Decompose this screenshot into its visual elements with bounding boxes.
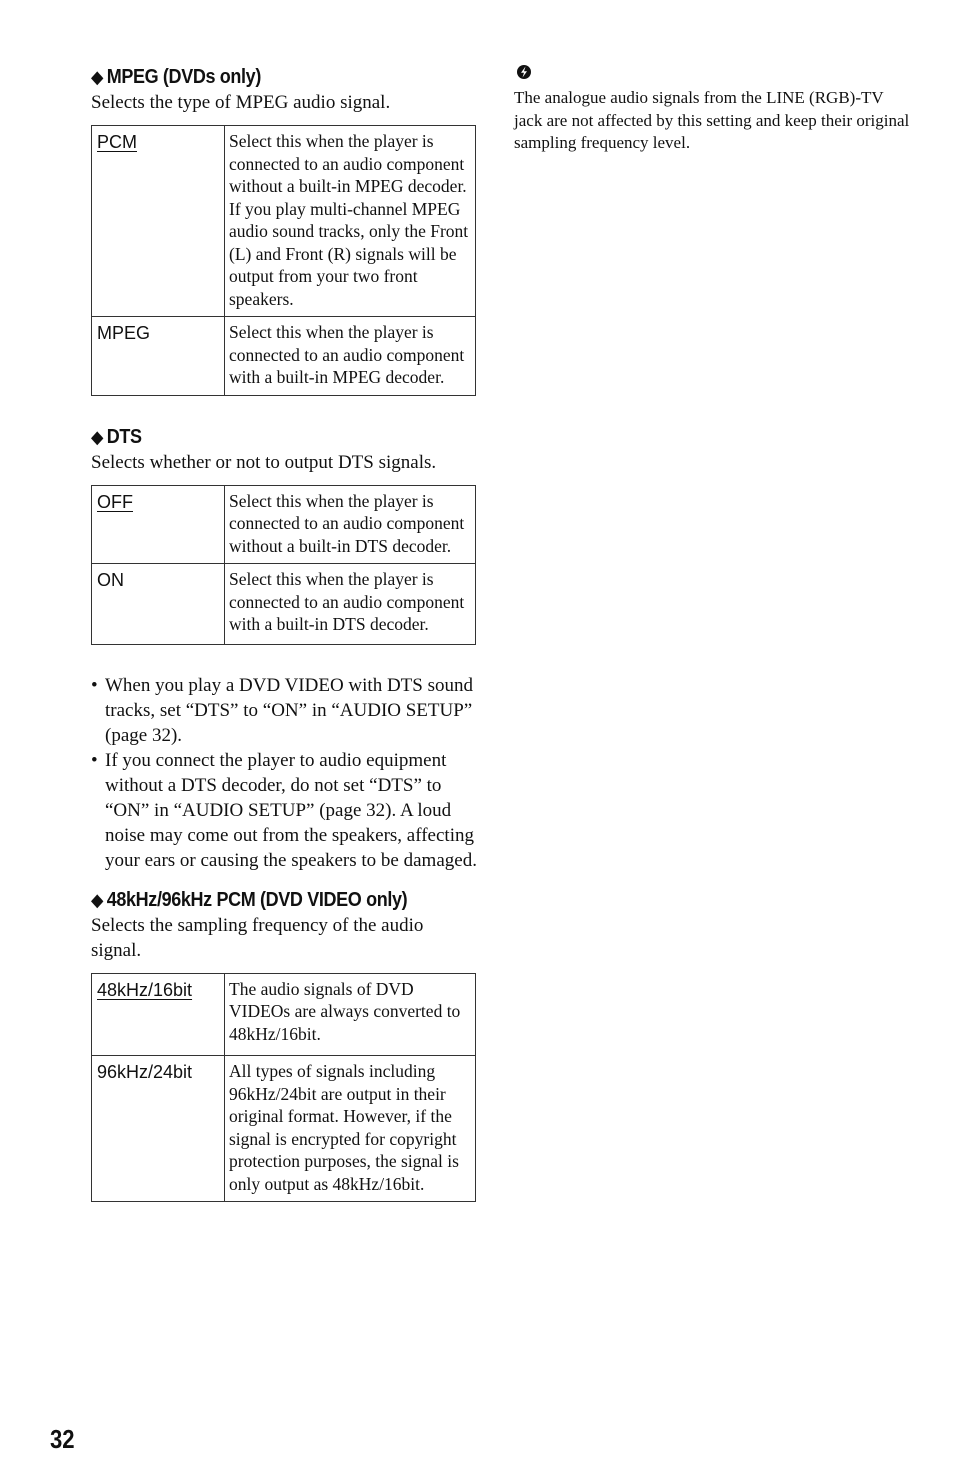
mpeg-heading-text: MPEG (DVDs only): [106, 66, 261, 88]
right-column: [514, 64, 914, 155]
option-key: [92, 973, 225, 1056]
option-96khz-label: 96kHz/24bit: [97, 1062, 193, 1082]
option-desc: Select this when the player is connected to an audio component with a built-in MPEG decoder.: [225, 317, 476, 396]
option-key: [92, 564, 225, 645]
option-pcm-label: PCM: [97, 132, 137, 152]
option-key: [92, 126, 225, 317]
option-desc: Select this when the player is connected to an audio component without a built-in DTS decoder.: [225, 485, 476, 564]
dts-heading: [91, 424, 438, 450]
option-key: [92, 1056, 225, 1202]
diamond-icon: ◆: [91, 67, 104, 87]
option-mpeg-label: MPEG: [97, 323, 151, 343]
pcm48-intro: Selects the sampling frequency of the audio signal.: [91, 914, 424, 961]
list-item: [91, 748, 477, 873]
bullet: •: [91, 749, 98, 771]
diamond-icon: ◆: [91, 426, 104, 447]
list-item: [91, 673, 477, 748]
tip-text: The analogue audio signals from the LINE (RGB)-TV jack are not affected by this setting and keep their original sampling frequency level.: [514, 88, 910, 152]
table-row: [92, 126, 476, 317]
dts-notes-list: [91, 673, 477, 873]
pcm48-options-table: [91, 973, 476, 1203]
option-off-label: OFF: [97, 491, 133, 512]
bullet: •: [91, 674, 98, 696]
option-key: [92, 485, 225, 564]
option-key: [92, 317, 225, 396]
dts-heading-text: DTS: [106, 425, 142, 448]
table-row: [92, 973, 476, 1056]
option-desc: Select this when the player is connected to an audio component without a built-in MPEG decoder. If you play multi-channel MPEG audio sound tracks, only the Front (L) and Front (R) signals will be output from your two front speakers.: [225, 126, 476, 317]
note-text: When you play a DVD VIDEO with DTS sound tracks, set “DTS” to “ON” in “AUDIO SETUP” (page 32).: [105, 674, 473, 746]
page-number: 32: [50, 1424, 75, 1454]
left-column: [91, 64, 477, 1202]
option-desc: All types of signals including 96kHz/24bit are output in their original format. However, if the signal is encrypted for copyright protection purposes, the signal is only output as 48kHz/16bit.: [225, 1056, 476, 1202]
table-row: [92, 485, 476, 564]
pcm48-heading-text: 48kHz/96kHz PCM (DVD VIDEO only): [106, 888, 408, 911]
mpeg-heading: [91, 64, 438, 90]
table-row: [92, 1056, 476, 1202]
tip-icon: [516, 64, 914, 85]
mpeg-options-table: [91, 125, 476, 396]
option-desc: Select this when the player is connected to an audio component with a built-in DTS decoder.: [225, 564, 476, 645]
table-row: [92, 317, 476, 396]
mpeg-intro: Selects the type of MPEG audio signal.: [91, 92, 391, 113]
dts-intro: Selects whether or not to output DTS signals.: [91, 451, 437, 473]
note-text: If you connect the player to audio equipment without a DTS decoder, do not set “DTS” to “ON” in “AUDIO SETUP” (page 32). A loud noise may come out from the speakers, affecting your ears or causing the speakers to be damaged.: [105, 749, 477, 871]
dts-options-table: [91, 485, 476, 645]
option-desc: The audio signals of DVD VIDEOs are always converted to 48kHz/16bit.: [225, 973, 476, 1056]
diamond-icon: ◆: [91, 889, 104, 910]
option-on-label: ON: [97, 570, 124, 590]
option-48khz-label: 48kHz/16bit: [97, 979, 193, 1000]
table-row: [92, 564, 476, 645]
pcm48-heading: [91, 887, 438, 913]
